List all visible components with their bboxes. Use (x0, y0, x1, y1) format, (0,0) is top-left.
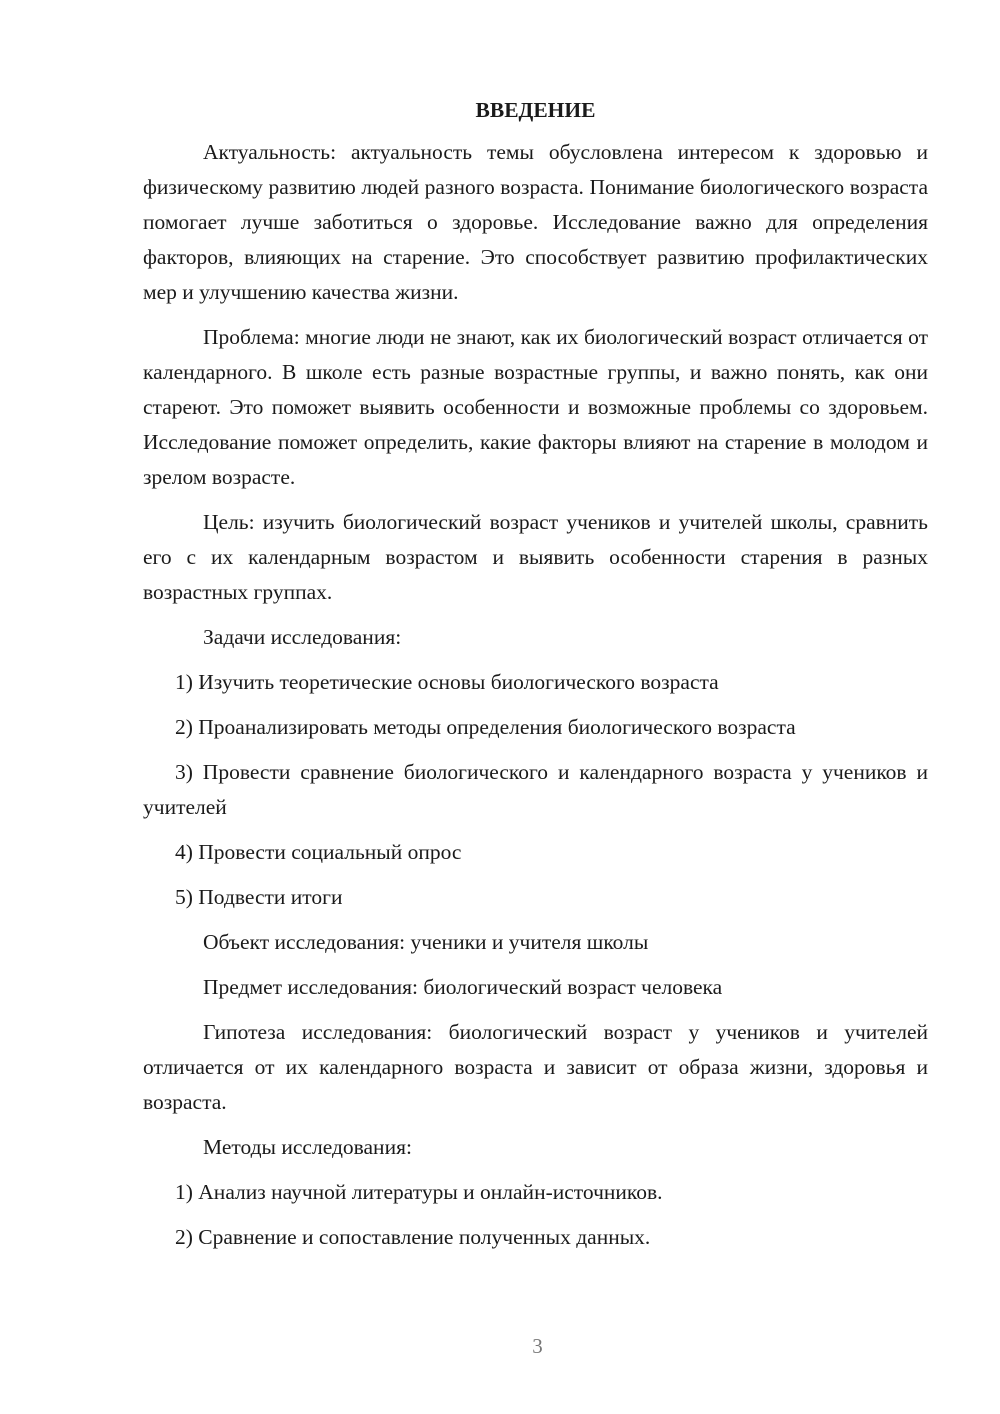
goal-paragraph: Цель: изучить биологический возраст учеников и учителей школы, сравнить его с их календарным возрастом и выявить особенности старения в разных возрастных группах. (143, 510, 928, 604)
task-item: 3) Провести сравнение биологического и календарного возраста у учеников и учителей (143, 760, 928, 819)
object-paragraph: Объект исследования: ученики и учителя школы (203, 930, 649, 954)
actuality-paragraph: Актуальность: актуальность темы обусловлена интересом к здоровью и физическому развитию людей разного возраста. Понимание биологического возраста помогает лучше заботиться о здоровье. Исследование важно для определения факторов, влияющих на старение. Это способствует развитию профилактических мер и улучшению качества жизни. (143, 140, 928, 304)
subject-paragraph: Предмет исследования: биологический возраст человека (203, 975, 723, 999)
problem-paragraph: Проблема: многие люди не знают, как их биологический возраст отличается от календарного. В школе есть разные возрастные группы, и важно понять, как они стареют. Это поможет выявить особенности и возможные проблемы со здоровьем. Исследование поможет определить, какие факторы влияют на старение в молодом и зрелом возрасте. (143, 325, 928, 489)
page-content (143, 95, 928, 1265)
method-item: 2) Сравнение и сопоставление полученных данных. (175, 1225, 651, 1249)
task-item: 5) Подвести итоги (175, 885, 343, 909)
task-item: 1) Изучить теоретические основы биологического возраста (175, 670, 719, 694)
method-item: 1) Анализ научной литературы и онлайн-источников. (175, 1180, 663, 1204)
methods-heading: Методы исследования: (203, 1135, 412, 1159)
section-title: ВВЕДЕНИЕ (475, 98, 596, 122)
task-item: 2) Проанализировать методы определения биологического возраста (175, 715, 796, 739)
tasks-list (143, 665, 928, 915)
methods-list (143, 1175, 928, 1255)
task-item: 4) Провести социальный опрос (175, 840, 462, 864)
tasks-heading: Задачи исследования: (203, 625, 402, 649)
hypothesis-paragraph: Гипотеза исследования: биологический возраст у учеников и учителей отличается от их календарного возраста и зависит от образа жизни, здоровья и возраста. (143, 1020, 928, 1114)
page-number: 3 (532, 1334, 543, 1358)
